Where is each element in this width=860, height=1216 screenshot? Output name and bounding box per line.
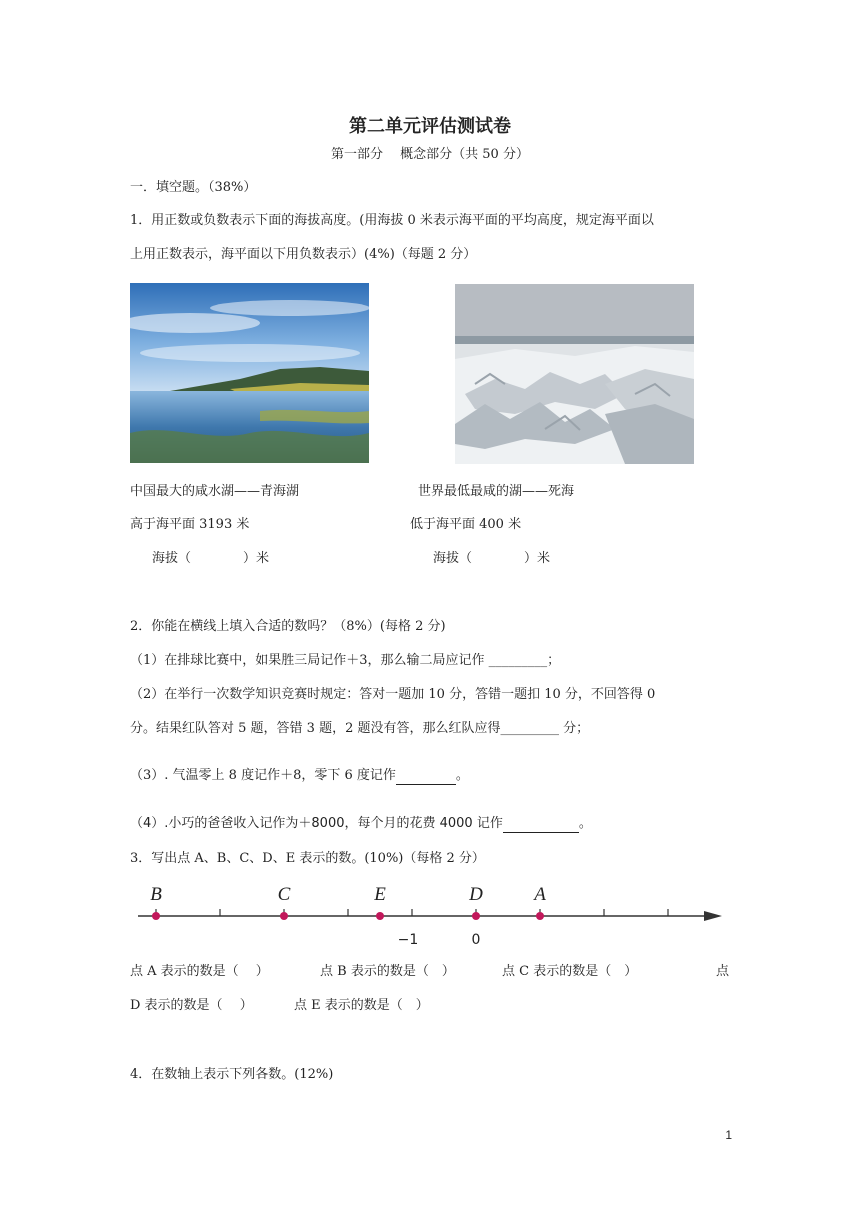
q1-left-answer[interactable]: 海拔（ ）米 xyxy=(152,551,270,566)
axis-point-label-b: B xyxy=(150,884,162,905)
number-line xyxy=(130,876,730,952)
q2-part4 xyxy=(130,815,592,833)
q1-left-caption: 中国最大的咸水湖——青海湖 xyxy=(130,484,300,499)
q2-part4-end: 。 xyxy=(578,816,592,831)
qinghai-lake-photo xyxy=(130,283,369,463)
axis-point-label-a: A xyxy=(534,884,546,905)
q1-text-line2: 上用正数表示，海平面以下用负数表示）(4%)（每题 2 分） xyxy=(130,247,477,262)
q2-part3-text: （3）. 气温零上 8 度记作＋8，零下 6 度记作 xyxy=(130,768,396,783)
q2-part4-text: （4）.小巧的爸爸收入记作为＋8000，每个月的花费 4000 记作 xyxy=(130,816,503,831)
q4-heading: 4．在数轴上表示下列各数。(12%) xyxy=(130,1067,334,1082)
axis-point-label-e: E xyxy=(374,884,386,905)
q3-heading: 3．写出点 A、B、C、D、E 表示的数。(10%)（每格 2 分） xyxy=(130,851,485,866)
q2-part4-blank[interactable] xyxy=(503,818,579,833)
axis-point-c xyxy=(280,912,288,920)
axis-point-b xyxy=(152,912,160,920)
q3-answer-c[interactable]: 点 C 表示的数是（ ） xyxy=(502,964,638,979)
q1-left-fact: 高于海平面 3193 米 xyxy=(130,517,250,532)
page-subtitle: 第一部分 概念部分（共 50 分） xyxy=(331,147,529,162)
q1-right-answer[interactable]: 海拔（ ）米 xyxy=(433,551,551,566)
axis-tick-label: 0 xyxy=(471,932,481,948)
page-number: 1 xyxy=(725,1128,732,1142)
number-line-svg xyxy=(130,876,730,952)
q2-part2-line1: （2）在举行一次数学知识竞赛时规定：答对一题加 10 分，答错一题扣 10 分，不回答得 0 xyxy=(130,687,656,702)
section-heading: 一．填空题。（38%） xyxy=(130,180,257,195)
dead-sea-photo xyxy=(455,284,694,464)
axis-point-d xyxy=(472,912,480,920)
page-title: 第二单元评估测试卷 xyxy=(349,116,511,137)
q1-right-caption: 世界最低最咸的湖——死海 xyxy=(418,484,575,499)
axis-point-e xyxy=(376,912,384,920)
q2-part2-line2[interactable]: 分。结果红队答对 5 题，答错 3 题，2 题没有答，那么红队应得_________ 分； xyxy=(130,721,590,736)
axis-tick-label: −1 xyxy=(397,932,419,948)
q3-answer-d[interactable]: D 表示的数是（ ） xyxy=(130,998,253,1013)
q2-heading: 2．你能在横线上填入合适的数吗？（8%）(每格 2 分) xyxy=(130,619,446,634)
axis-point-a xyxy=(536,912,544,920)
q1-text-line1: 1．用正数或负数表示下面的海拔高度。(用海拔 0 米表示海平面的平均高度，规定海平面以 xyxy=(130,213,654,228)
axis-point-label-d: D xyxy=(469,884,483,905)
q3-answer-d-prefix: 点 xyxy=(716,964,730,979)
axis-arrow xyxy=(704,911,722,921)
q3-answer-e[interactable]: 点 E 表示的数是（ ） xyxy=(294,998,429,1013)
q2-part3-blank[interactable] xyxy=(396,770,456,785)
q2-part3 xyxy=(130,767,469,785)
q2-part1[interactable]: （1）在排球比赛中，如果胜三局记作＋3，那么输二局应记作 _________； xyxy=(130,653,561,668)
axis-point-label-c: C xyxy=(277,884,291,905)
q3-answer-b[interactable]: 点 B 表示的数是（ ） xyxy=(320,964,455,979)
q2-part3-end: 。 xyxy=(455,768,469,783)
q3-answer-a[interactable]: 点 A 表示的数是（ ） xyxy=(130,964,269,979)
q1-right-fact: 低于海平面 400 米 xyxy=(410,517,522,532)
